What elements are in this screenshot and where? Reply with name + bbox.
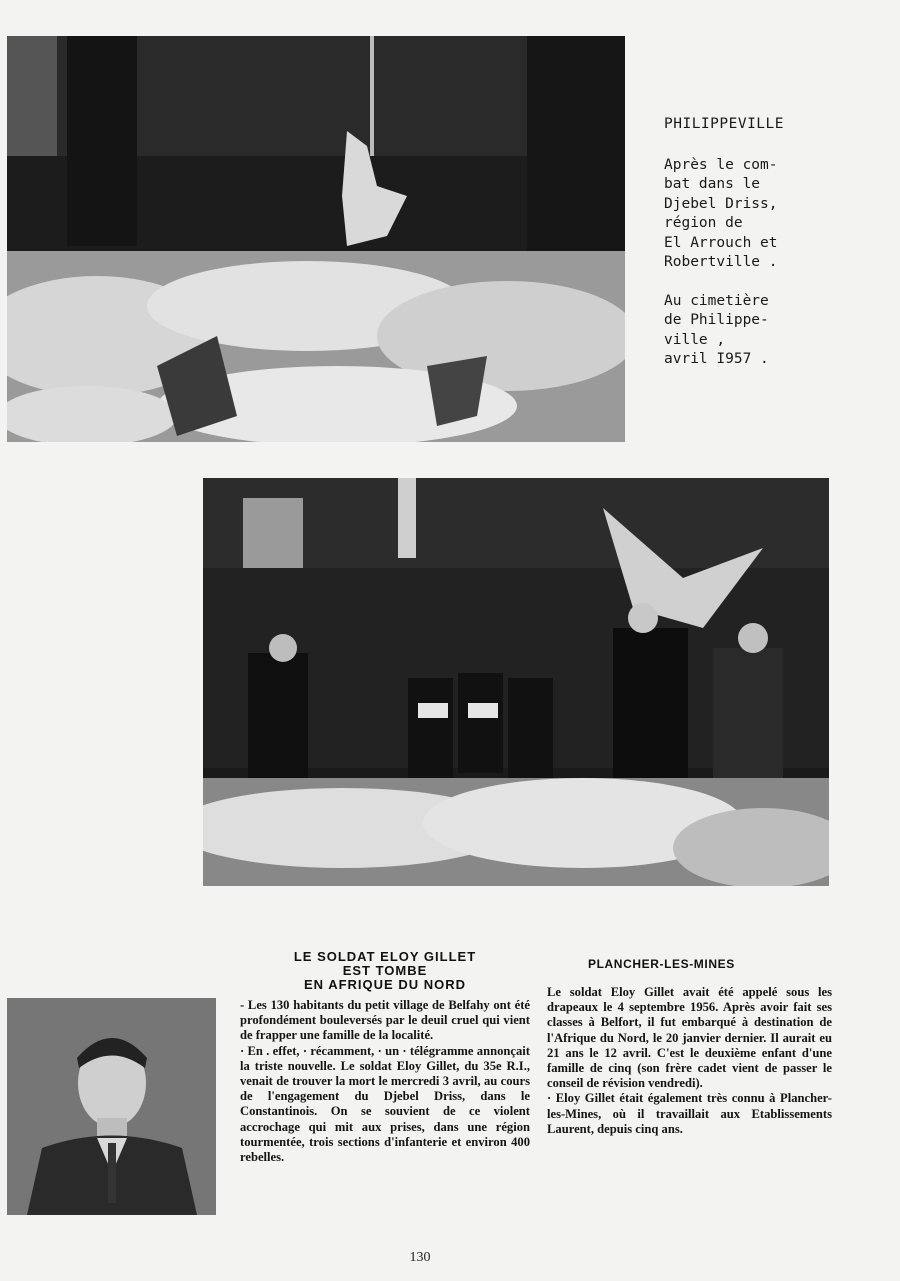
cemetery-photo-top-image <box>7 36 625 442</box>
caption-title: PHILIPPEVILLE <box>664 116 784 132</box>
ceremony-photo <box>203 478 829 886</box>
photo-caption <box>664 115 864 370</box>
article-headline <box>240 950 530 992</box>
ceremony-photo-image <box>203 478 829 886</box>
right-paragraph-1: Le soldat Eloy Gillet avait été appelé sous les drapeaux le 4 septembre 1956. Après avoir fait ses classes à Belfort, il fut embarqué à destination de l'Afrique du Nord, le 20 janvier dernier. Il aurait eu 21 ans le 12 avril. C'est le deuxième enfant d'une famille de cinq (son frère cadet vient de passer le conseil de révision vendredi). <box>547 985 832 1091</box>
headline-line-2: EST TOMBE <box>342 963 428 978</box>
headline-line-3: EN AFRIQUE DU NORD <box>304 977 466 992</box>
article-left-column <box>240 998 530 1165</box>
caption-paragraph-2: Au cimetière de Philippe- ville , avril I957 . <box>664 292 769 367</box>
headline-line-1: LE SOLDAT ELOY GILLET <box>293 949 477 964</box>
cemetery-photo-top <box>7 36 625 442</box>
soldier-portrait-image <box>7 998 216 1215</box>
right-column-heading: PLANCHER-LES-MINES <box>588 957 735 971</box>
right-paragraph-2: · Eloy Gillet était également très connu à Plancher-les-Mines, où il travaillait aux Etablissements Laurent, depuis cinq ans. <box>547 1091 832 1136</box>
left-paragraph-1: - Les 130 habitants du petit village de Belfahy ont été profondément bouleversés par le deuil cruel qui vient de frapper une famille de la localité. <box>240 998 530 1043</box>
article-right-column <box>547 985 832 1137</box>
left-paragraph-2: · En . effet, · récamment, · un · télégramme annonçait la triste nouvelle. Le soldat Eloy Gillet, du 35e R.I., venait de trouver la mort le mercredi 3 avril, au cours de l'engagement du Djebel Driss, dans le Constantinois. On se souvient de ce violent accrochage qui mit aux prises, dans une région tourmentée, trois sections d'infanterie et environ 400 rebelles. <box>240 1043 530 1165</box>
caption-paragraph-1: Après le com- bat dans le Djebel Driss, région de El Arrouch et Robertville . <box>664 156 778 270</box>
soldier-portrait <box>7 998 216 1215</box>
page-number: 130 <box>409 1250 431 1265</box>
